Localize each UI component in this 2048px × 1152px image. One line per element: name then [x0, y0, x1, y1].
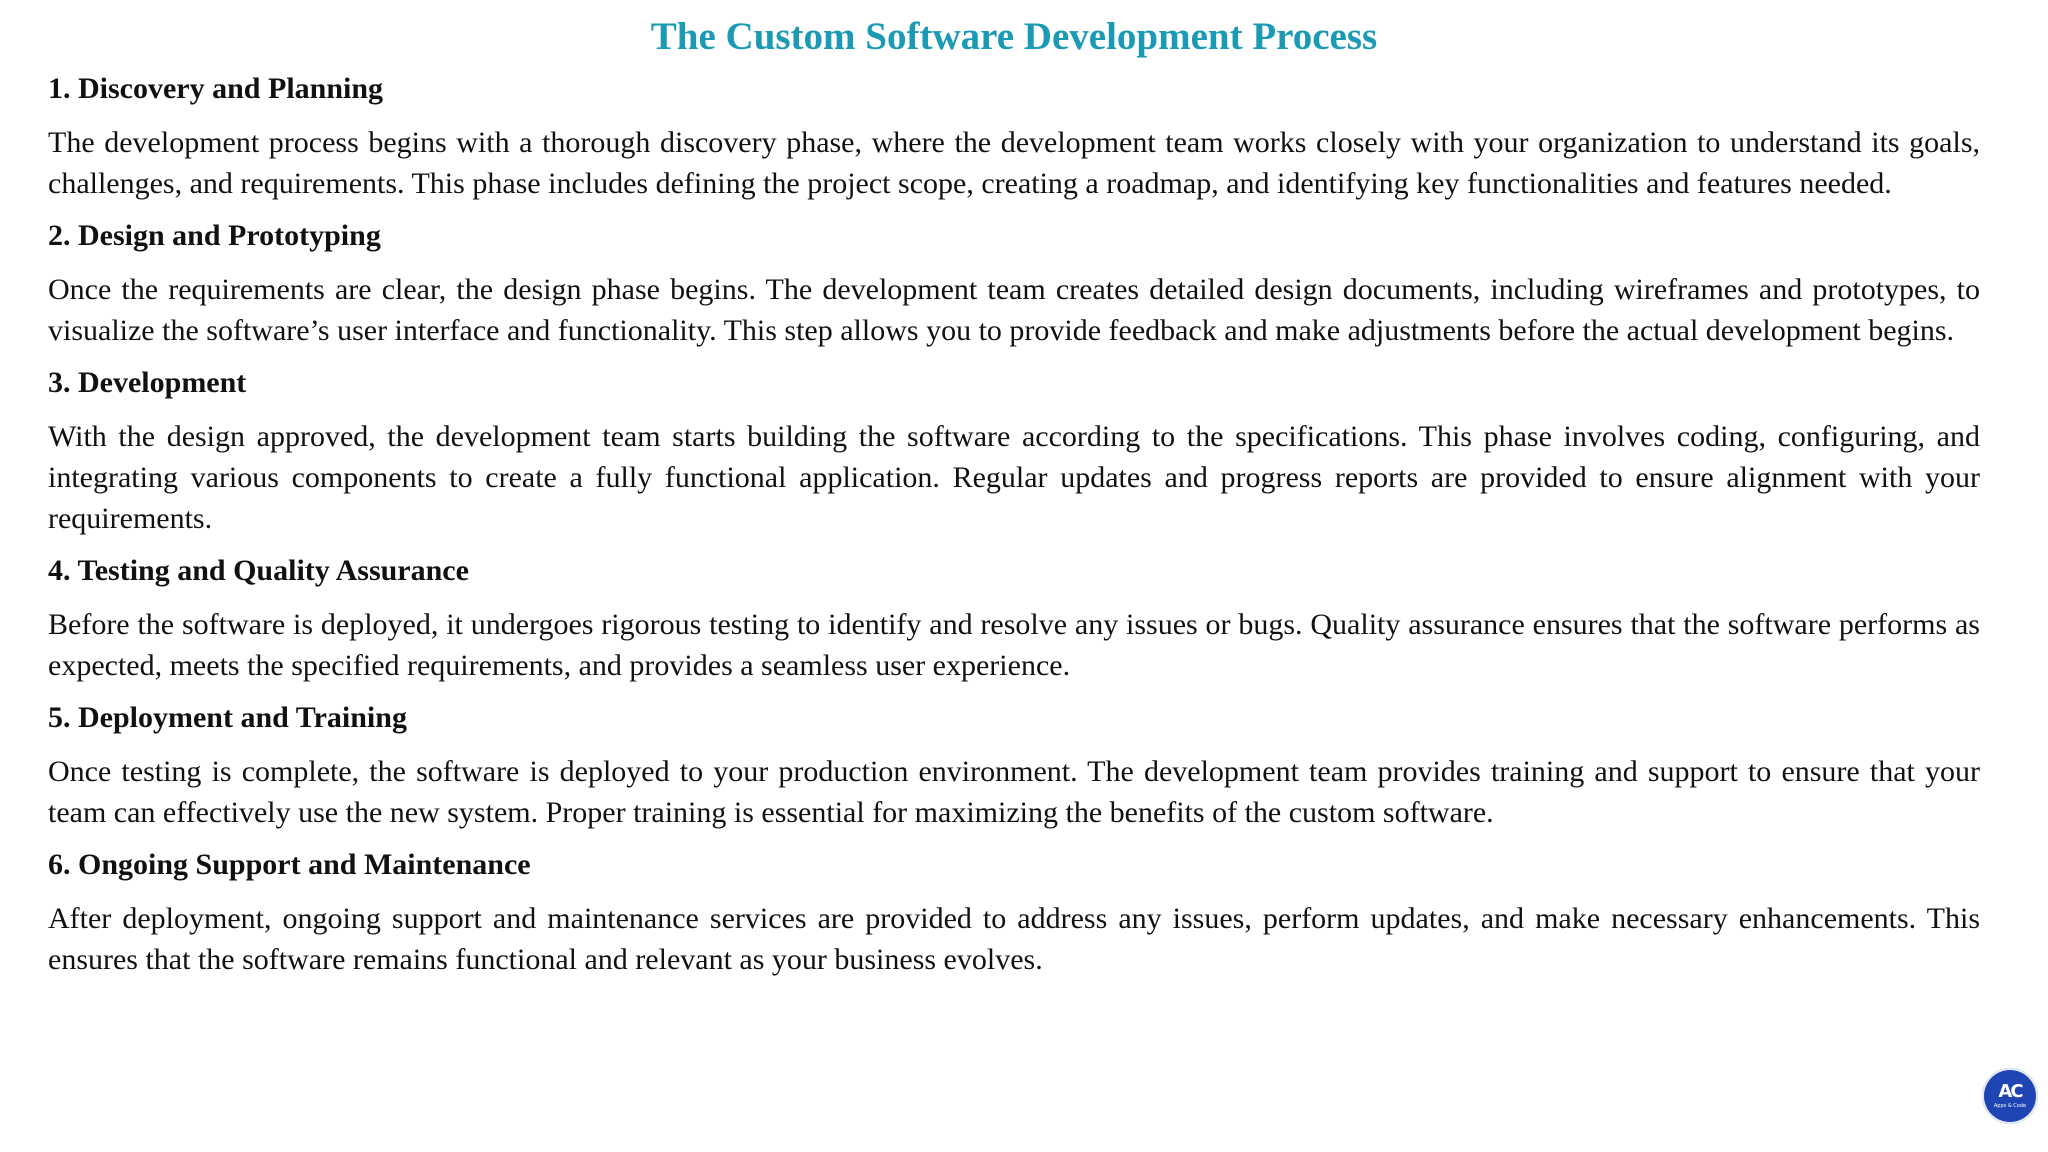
section-heading: 4. Testing and Quality Assurance — [48, 554, 469, 587]
brand-logo — [1982, 1068, 2038, 1124]
section-6 — [48, 846, 1980, 980]
section-1 — [48, 70, 1980, 204]
section-paragraph: With the design approved, the development team starts building the software according to the specifications. This phase involves coding, configuring, and integrating various components to create a fully functional application. Regular updates and progress reports are provided to ensure alignment with your requirements. — [48, 420, 1980, 535]
section-paragraph: The development process begins with a thorough discovery phase, where the development team works closely with your organization to understand its goals, challenges, and requirements. This phase includes defining the project scope, creating a roadmap, and identifying key functionalities and features needed. — [48, 126, 1980, 200]
section-heading: 5. Deployment and Training — [48, 701, 407, 734]
section-heading: 3. Development — [48, 366, 247, 399]
section-heading: 1. Discovery and Planning — [48, 72, 384, 105]
section-paragraph: Once testing is complete, the software is deployed to your production environment. The development team provides training and support to ensure that your team can effectively use the new system. Proper training is essential for maximizing the benefits of the custom software. — [48, 755, 1980, 829]
section-heading: 2. Design and Prototyping — [48, 219, 381, 252]
document-page — [48, 14, 1980, 993]
section-paragraph: Before the software is deployed, it undergoes rigorous testing to identify and resolve any issues or bugs. Quality assurance ensures that the software performs as expected, meets the specified requirements, and provides a seamless user experience. — [48, 608, 1980, 682]
logo-mark: AC — [1998, 1080, 2022, 1102]
section-paragraph: After deployment, ongoing support and maintenance services are provided to address any issues, perform updates, and make necessary enhancements. This ensures that the software remains functional and relevant as your business evolves. — [48, 902, 1980, 976]
section-5 — [48, 699, 1980, 833]
document-title: The Custom Software Development Process — [650, 15, 1378, 58]
section-2 — [48, 217, 1980, 351]
section-paragraph: Once the requirements are clear, the design phase begins. The development team creates detailed design documents, including wireframes and prototypes, to visualize the software’s user interface and functionality. This step allows you to provide feedback and make adjustments before the actual development begins. — [48, 273, 1980, 347]
section-heading: 6. Ongoing Support and Maintenance — [48, 848, 531, 881]
logo-text: Apps & Code — [1993, 1102, 2027, 1109]
section-3 — [48, 364, 1980, 539]
section-4 — [48, 552, 1980, 686]
